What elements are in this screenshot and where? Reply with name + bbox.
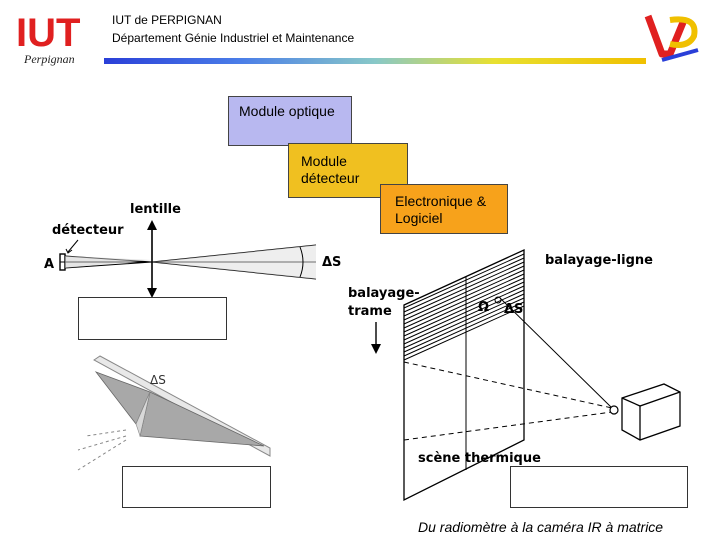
empty-label-box-matrice <box>122 466 271 508</box>
balayage-trame-label-1: balayage- <box>348 286 420 301</box>
balayage-trame-label-2: trame <box>348 304 392 319</box>
empty-label-box-radiometre <box>78 297 227 340</box>
module-detecteur-label-2: détecteur <box>301 170 360 186</box>
view-ray-lower <box>404 412 612 440</box>
module-optique-label: Module optique <box>239 103 335 119</box>
svg-text:IUT: IUT <box>16 11 81 55</box>
balayage-ligne-label: balayage-ligne <box>545 253 653 268</box>
view-ray-upper <box>404 362 612 408</box>
institution-name: IUT de PERPIGNAN <box>112 13 222 27</box>
delta-s-2-label: ΔS <box>504 302 524 317</box>
camera-icon <box>610 384 680 440</box>
delta-s-3-label: ΔS <box>150 373 166 387</box>
scanning-camera-diagram <box>348 250 680 500</box>
module-detecteur-label-1: Module <box>301 153 347 169</box>
omega-label: Ω <box>478 300 490 315</box>
electronique-label-2: Logiciel <box>395 210 443 226</box>
department-name: Département Génie Industriel et Maintenance <box>112 31 355 45</box>
detecteur-label: détecteur <box>52 223 124 238</box>
empty-label-box-balayage <box>510 466 688 508</box>
matrix-camera-diagram <box>78 356 270 470</box>
scene-thermique-label: scène thermique <box>418 451 541 466</box>
lens-arrow-top <box>147 220 157 230</box>
radiometer-diagram <box>44 202 341 298</box>
svg-text:Perpignan: Perpignan <box>24 52 75 66</box>
lentille-label: lentille <box>130 202 181 217</box>
point-a-label: A <box>44 257 55 272</box>
delta-s-label: ΔS <box>322 255 342 270</box>
ray-cone-lower <box>140 392 264 446</box>
trame-arrow-head <box>371 344 381 354</box>
detecteur-pointer <box>68 240 78 252</box>
electronique-label-1: Electronique & <box>395 193 487 209</box>
slide-title-footer: Du radiomètre à la caméra IR à matrice <box>418 519 664 535</box>
ray-cone-right <box>152 245 316 279</box>
